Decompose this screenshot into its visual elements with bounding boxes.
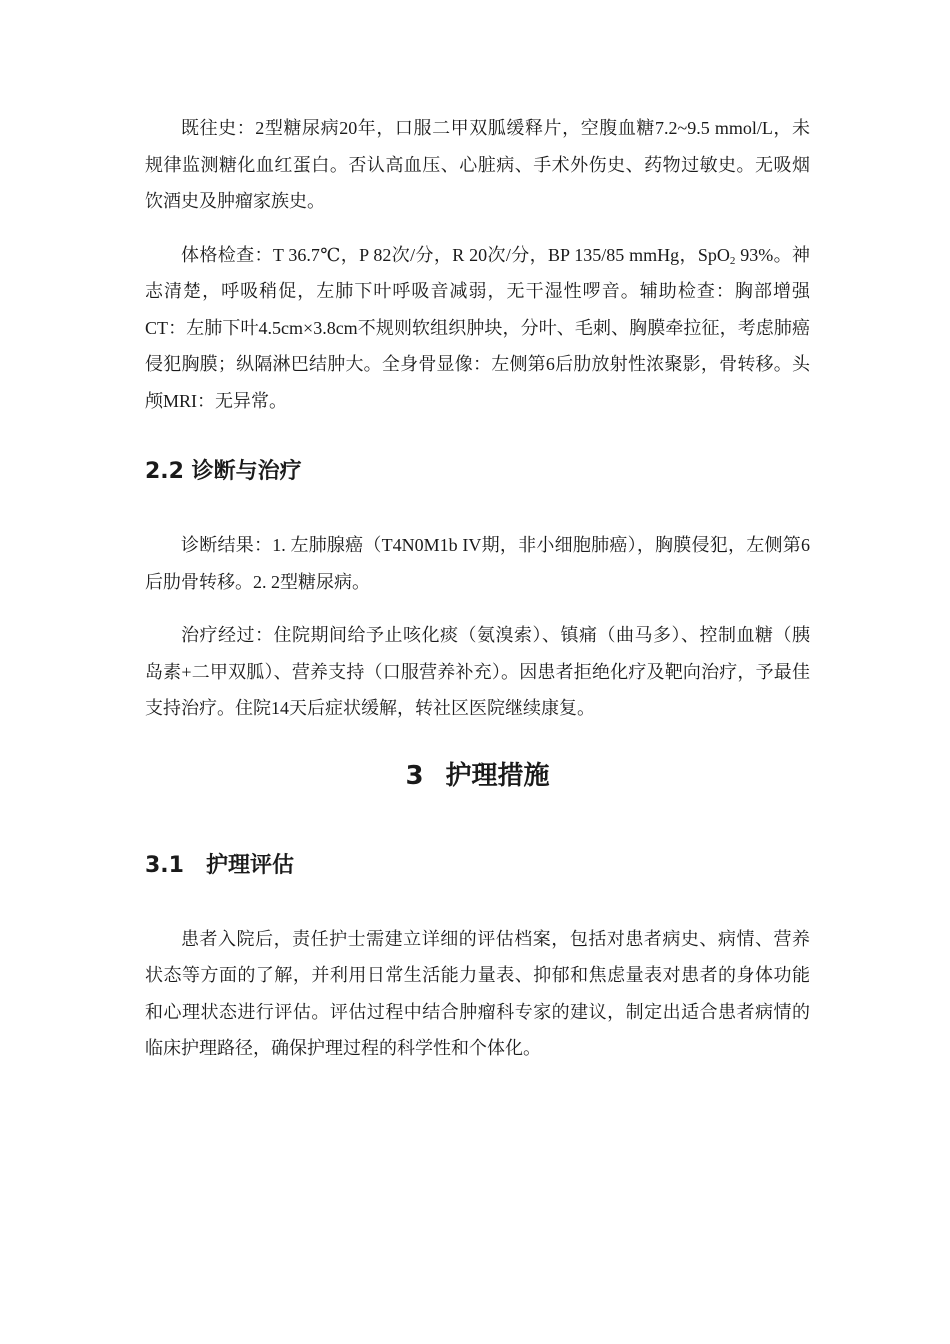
document-page [145,110,810,1067]
section-3-title: 护理措施 [445,760,550,791]
spo2-subscript: 2 [729,254,736,267]
diagnosis-paragraph: 诊断结果：1. 左肺腺癌（T4N0M1b IV期，非小细胞肺癌），胸膜侵犯，左侧第6后肋骨转移。2. 2型糖尿病。 [145,535,810,592]
physical-exam-paragraph [145,237,810,420]
assessment-paragraph: 患者入院后，责任护士需建立详细的评估档案，包括对患者病史、病情、营养状态等方面的了解，并利用日常生活能力量表、抑郁和焦虑量表对患者的身体功能和心理状态进行评估。评估过程中结合肿瘤科专家的建议，制定出适合患者病情的临床护理路径，确保护理过程的科学性和个体化。 [145,928,810,1058]
section-3-heading [145,759,810,793]
section-3-1-number: 3.1 [145,852,184,878]
section-3-number: 3 [405,760,424,791]
physical-exam-text-a: 体格检查：T 36.7℃，P 82次/分，R 20次/分，BP 135/85 mmHg，SpO [181,244,730,265]
medical-history-paragraph: 既往史：2型糖尿病20年，口服二甲双胍缓释片，空腹血糖7.2~9.5 mmol/L，未规律监测糖化血红蛋白。否认高血压、心脏病、手术外伤史、药物过敏史。无吸烟饮酒史及肿瘤家族史。 [145,118,810,211]
section-3-1-heading [145,851,810,881]
section-3-1-title: 护理评估 [205,852,294,878]
physical-exam-text-b: 93%。神志清楚，呼吸稍促，左肺下叶呼吸音减弱，无干湿性啰音。辅助检查：胸部增强CT：左肺下叶4.5cm×3.8cm不规则软组织肿块，分叶、毛刺、胸膜牵拉征，考虑肺癌侵犯胸膜；纵隔淋巴结肿大。全身骨显像：左侧第6后肋放射性浓聚影，骨转移。头颅MRI：无异常。 [145,244,811,411]
treatment-paragraph: 治疗经过：住院期间给予止咳化痰（氨溴索）、镇痛（曲马多）、控制血糖（胰岛素+二甲双胍）、营养支持（口服营养补充）。因患者拒绝化疗及靶向治疗，予最佳支持治疗。住院14天后症状缓解，转社区医院继续康复。 [145,625,810,718]
section-2-2-heading: 2.2 诊断与治疗 [145,459,302,484]
